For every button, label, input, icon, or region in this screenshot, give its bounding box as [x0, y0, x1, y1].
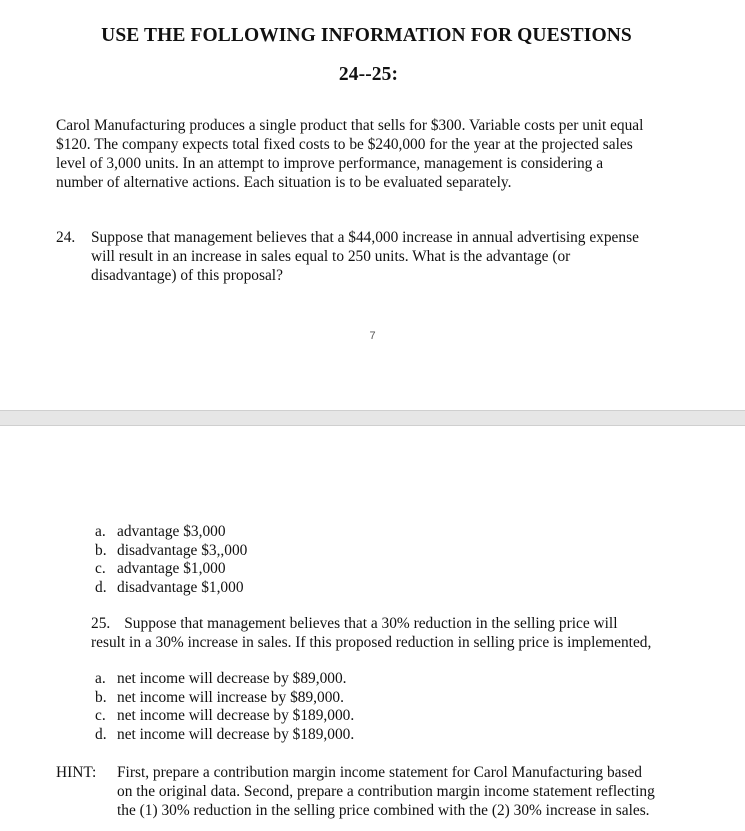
option-letter: a. — [95, 523, 106, 540]
option-letter: a. — [95, 670, 106, 687]
option-text: net income will increase by $89,000. — [117, 688, 344, 706]
document-page-1 — [0, 0, 745, 410]
question-24-text — [91, 228, 639, 285]
option-letter: c. — [95, 707, 106, 725]
option-text: disadvantage $1,000 — [117, 578, 244, 596]
option-text: net income will decrease by $89,000. — [117, 670, 347, 687]
option-item — [95, 560, 247, 579]
option-item — [95, 726, 354, 745]
question-25-options — [95, 670, 354, 744]
option-text: net income will decrease by $189,000. — [117, 707, 355, 725]
option-text: disadvantage $3,,000 — [117, 541, 248, 559]
option-text: advantage $1,000 — [117, 560, 226, 578]
option-letter: b. — [95, 688, 107, 706]
option-item — [95, 542, 247, 561]
section-heading-line-1: USE THE FOLLOWING INFORMATION FOR QUESTIONS — [101, 25, 632, 46]
option-letter: b. — [95, 541, 107, 559]
option-item — [95, 707, 354, 726]
hint-line: the (1) 30% reduction in the selling price combined with the (2) 30% increase in sales. — [117, 802, 650, 819]
option-text: net income will decrease by $189,000. — [117, 725, 355, 743]
intro-line: $120. The company expects total fixed costs to be $240,000 for the year at the projected sales — [56, 136, 633, 153]
page-number: 7 — [369, 330, 376, 342]
question-25-text: Suppose that management believes that a 30% reduction in the selling price will — [124, 615, 618, 632]
question-24-number: 24. — [56, 229, 76, 246]
option-letter: d. — [95, 578, 107, 596]
option-item — [95, 523, 247, 542]
option-letter: c. — [95, 560, 106, 578]
intro-paragraph — [56, 116, 686, 192]
question-24-line: disadvantage) of this proposal? — [91, 267, 283, 284]
option-item — [95, 689, 354, 708]
question-25-line — [91, 614, 651, 633]
question-24-options — [95, 523, 247, 597]
question-24-line: Suppose that management believes that a $44,000 increase in annual advertising expense — [91, 229, 639, 246]
question-25-number: 25. — [91, 615, 111, 632]
hint-line: First, prepare a contribution margin income statement for Carol Manufacturing based — [117, 764, 642, 781]
option-item — [95, 670, 354, 689]
question-25 — [91, 614, 651, 652]
section-heading-line-2: 24--25: — [338, 64, 399, 85]
page-break-separator — [0, 410, 745, 426]
intro-line: Carol Manufacturing produces a single product that sells for $300. Variable costs per unit equal — [56, 117, 644, 134]
hint-line: on the original data. Second, prepare a contribution margin income statement reflecting — [117, 783, 655, 800]
intro-line: level of 3,000 units. In an attempt to improve performance, management is considering a — [56, 155, 604, 172]
option-text: advantage $3,000 — [117, 523, 226, 540]
option-item — [95, 579, 247, 598]
question-25-line: result in a 30% increase in sales. If this proposed reduction in selling price is implemented, — [91, 634, 652, 651]
option-letter: d. — [95, 725, 107, 743]
intro-line: number of alternative actions. Each situation is to be evaluated separately. — [56, 174, 512, 191]
hint-text — [117, 763, 655, 820]
question-24-line: will result in an increase in sales equal to 250 units. What is the advantage (or — [91, 248, 571, 265]
hint-label: HINT: — [56, 764, 97, 781]
